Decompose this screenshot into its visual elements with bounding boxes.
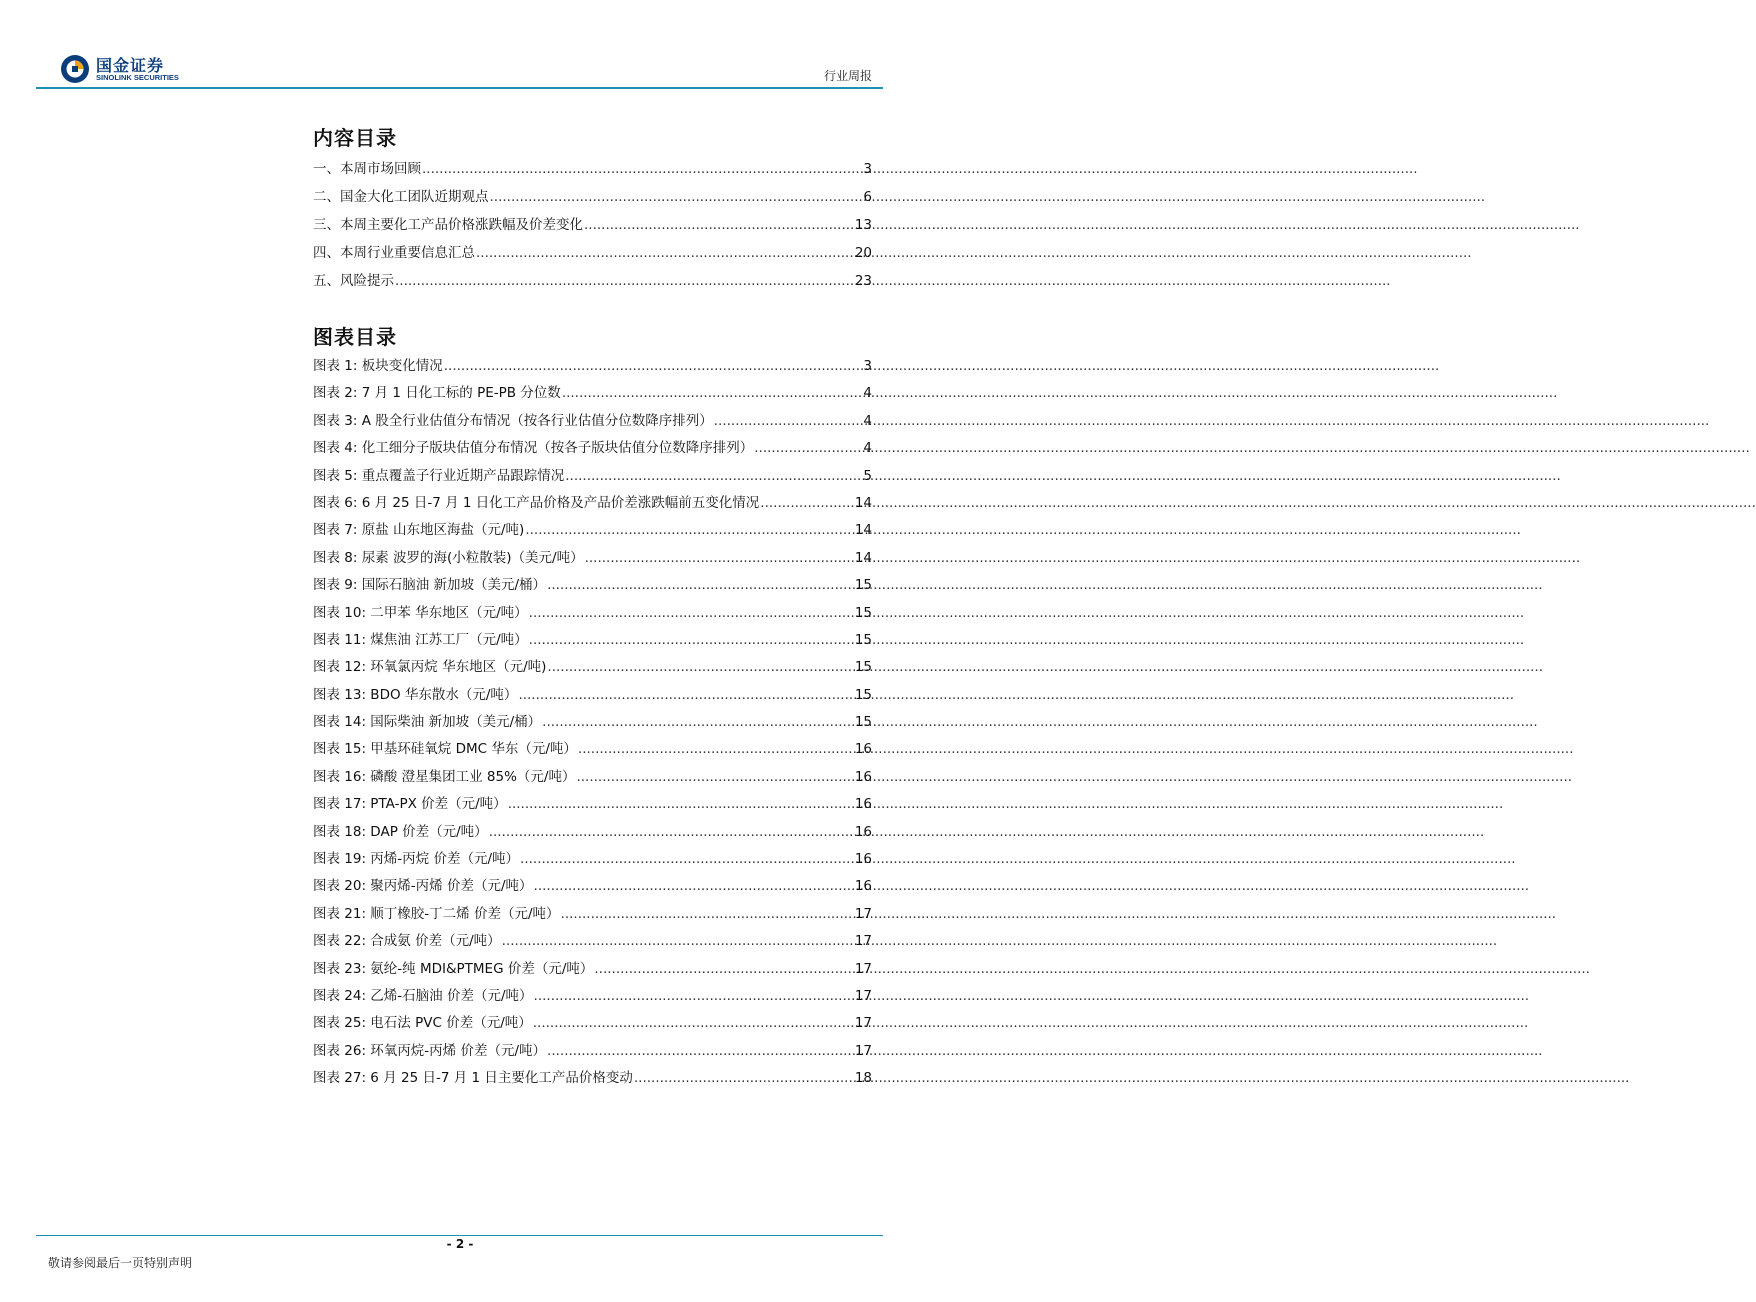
figure-entry[interactable] bbox=[313, 984, 872, 1011]
figure-entry-page: 15 bbox=[854, 686, 872, 703]
toc-entry-page: 23 bbox=[854, 273, 872, 289]
toc-entry-page: 6 bbox=[863, 189, 872, 205]
figures-heading: 图表目录 bbox=[313, 325, 397, 349]
dot-leader bbox=[560, 902, 854, 926]
dot-leader bbox=[501, 929, 854, 953]
dot-leader bbox=[753, 436, 862, 460]
figure-entry-page: 15 bbox=[854, 631, 872, 648]
figure-entry-page: 16 bbox=[854, 796, 872, 813]
figure-entry[interactable] bbox=[313, 1039, 872, 1066]
dot-leader bbox=[633, 1066, 854, 1090]
figure-entry-label: 图表 22: 合成氨 价差（元/吨） bbox=[313, 933, 501, 950]
page-header bbox=[0, 0, 920, 92]
figure-entry-page: 17 bbox=[854, 933, 872, 950]
contents-heading: 内容目录 bbox=[313, 126, 397, 150]
figure-entry-label: 图表 11: 煤焦油 江苏工厂（元/吨） bbox=[313, 631, 528, 648]
figure-entry-label: 图表 27: 6 月 25 日-7 月 1 日主要化工产品价格变动 bbox=[313, 1070, 633, 1087]
dot-leader bbox=[394, 269, 854, 293]
figure-entry-page: 16 bbox=[854, 741, 872, 758]
figure-entry-label: 图表 21: 顺丁橡胶-丁二烯 价差（元/吨） bbox=[313, 905, 560, 922]
dot-leader bbox=[524, 518, 853, 542]
figure-entry[interactable] bbox=[313, 491, 872, 518]
dot-leader bbox=[577, 737, 854, 761]
dot-leader bbox=[528, 628, 854, 652]
figure-entry[interactable] bbox=[313, 546, 872, 573]
dot-leader bbox=[546, 655, 853, 679]
company-logo bbox=[60, 52, 210, 88]
figure-entry-page: 14 bbox=[854, 549, 872, 566]
dot-leader bbox=[584, 546, 854, 570]
logo-text-en: SINOLINK SECURITIES bbox=[96, 73, 179, 82]
figure-entry[interactable] bbox=[313, 1011, 872, 1038]
figure-entry-label: 图表 20: 聚丙烯-丙烯 价差（元/吨） bbox=[313, 878, 533, 895]
figure-entry[interactable] bbox=[313, 792, 872, 819]
figure-entry[interactable] bbox=[313, 820, 872, 847]
figure-entry-label: 图表 14: 国际柴油 新加坡（美元/桶） bbox=[313, 714, 542, 731]
sinolink-logo-icon bbox=[60, 54, 90, 84]
figure-entry[interactable] bbox=[313, 655, 872, 682]
dot-leader bbox=[546, 1039, 854, 1063]
figure-entry[interactable] bbox=[313, 464, 872, 491]
figure-entry[interactable] bbox=[313, 929, 872, 956]
figure-entry[interactable] bbox=[313, 710, 872, 737]
dot-leader bbox=[533, 874, 854, 898]
figure-entry-page: 15 bbox=[854, 577, 872, 594]
figure-entry[interactable] bbox=[313, 957, 872, 984]
dot-leader bbox=[443, 354, 863, 378]
dot-leader bbox=[519, 847, 854, 871]
figure-entry-label: 图表 17: PTA-PX 价差（元/吨） bbox=[313, 796, 507, 813]
figure-entry-page: 4 bbox=[863, 440, 872, 457]
figure-entry[interactable] bbox=[313, 683, 872, 710]
figure-entry-label: 图表 1: 板块变化情况 bbox=[313, 358, 443, 374]
figure-entry-label: 图表 23: 氨纶-纯 MDI&PTMEG 价差（元/吨） bbox=[313, 960, 594, 977]
toc-entry-label: 一、本周市场回顾 bbox=[313, 161, 421, 177]
figure-entry-page: 17 bbox=[854, 987, 872, 1004]
figure-entry-page: 4 bbox=[863, 412, 872, 429]
figure-entry[interactable] bbox=[313, 354, 872, 381]
toc-entry-label: 二、国金大化工团队近期观点 bbox=[313, 189, 489, 205]
figure-entry[interactable] bbox=[313, 847, 872, 874]
figure-entry-page: 5 bbox=[863, 467, 872, 484]
dot-leader bbox=[528, 601, 854, 625]
header-divider bbox=[36, 87, 883, 89]
figure-entry-label: 图表 19: 丙烯-丙烷 价差（元/吨） bbox=[313, 851, 520, 868]
figure-entry-label: 图表 18: DAP 价差（元/吨） bbox=[313, 823, 488, 840]
dot-leader bbox=[713, 409, 863, 433]
figure-entry-page: 17 bbox=[854, 1042, 872, 1059]
figure-entry-page: 17 bbox=[854, 905, 872, 922]
toc-entry[interactable] bbox=[313, 213, 872, 241]
dot-leader bbox=[488, 820, 854, 844]
figure-entry-page: 3 bbox=[863, 358, 872, 374]
dot-leader bbox=[546, 573, 854, 597]
figure-entry[interactable] bbox=[313, 601, 872, 628]
dot-leader bbox=[533, 984, 854, 1008]
figure-entry-page: 15 bbox=[854, 604, 872, 621]
figure-entry-label: 图表 4: 化工细分子版块估值分布情况（按各子版块估值分位数降序排列） bbox=[313, 440, 754, 457]
figure-entry-label: 图表 25: 电石法 PVC 价差（元/吨） bbox=[313, 1015, 532, 1032]
figure-entry-label: 图表 3: A 股全行业估值分布情况（按各行业估值分位数降序排列） bbox=[313, 412, 713, 429]
dot-leader bbox=[575, 765, 853, 789]
figure-entry-page: 18 bbox=[854, 1070, 872, 1087]
figure-entry-page: 14 bbox=[854, 494, 872, 511]
figure-entry[interactable] bbox=[313, 1066, 872, 1093]
figure-entry-label: 图表 24: 乙烯-石脑油 价差（元/吨） bbox=[313, 987, 533, 1004]
figure-entry-label: 图表 6: 6 月 25 日-7 月 1 日化工产品价格及产品价差涨跌幅前五变化情况 bbox=[313, 494, 760, 511]
figure-entry-label: 图表 10: 二甲苯 华东地区（元/吨） bbox=[313, 604, 528, 621]
figure-entry[interactable] bbox=[313, 436, 872, 463]
toc-entry-label: 四、本周行业重要信息汇总 bbox=[313, 245, 475, 261]
footer-disclaimer: 敬请参阅最后一页特别声明 bbox=[48, 1256, 193, 1270]
figure-entry[interactable] bbox=[313, 628, 872, 655]
figure-entry-label: 图表 16: 磷酸 澄星集团工业 85%（元/吨） bbox=[313, 768, 576, 785]
dot-leader bbox=[421, 157, 862, 181]
figure-entry[interactable] bbox=[313, 874, 872, 901]
dot-leader bbox=[489, 185, 863, 209]
toc-entry[interactable] bbox=[313, 241, 872, 269]
figure-entry-page: 15 bbox=[854, 714, 872, 731]
figure-entry-page: 14 bbox=[854, 522, 872, 539]
figure-entry-page: 17 bbox=[854, 1015, 872, 1032]
figures-list bbox=[313, 354, 872, 1094]
toc-entry-label: 五、风险提示 bbox=[313, 273, 394, 289]
figure-entry-label: 图表 2: 7 月 1 日化工标的 PE-PB 分位数 bbox=[313, 385, 561, 402]
dot-leader bbox=[532, 1011, 854, 1035]
dot-leader bbox=[517, 683, 853, 707]
figure-entry-page: 16 bbox=[854, 851, 872, 868]
dot-leader bbox=[564, 464, 862, 488]
dot-leader bbox=[593, 957, 853, 981]
toc-entry-label: 三、本周主要化工产品价格涨跌幅及价差变化 bbox=[313, 217, 583, 233]
figure-entry-label: 图表 26: 环氧丙烷-丙烯 价差（元/吨） bbox=[313, 1042, 547, 1059]
figure-entry-page: 17 bbox=[854, 960, 872, 977]
toc-entry-page: 13 bbox=[854, 217, 872, 233]
page-number: - 2 - bbox=[446, 1237, 474, 1251]
figure-entry[interactable] bbox=[313, 573, 872, 600]
figure-entry-page: 16 bbox=[854, 878, 872, 895]
footer-divider bbox=[36, 1235, 883, 1236]
toc-entry[interactable] bbox=[313, 157, 872, 185]
dot-leader bbox=[541, 710, 854, 734]
contents-list bbox=[313, 157, 872, 297]
dot-leader bbox=[507, 792, 854, 816]
figure-entry[interactable] bbox=[313, 381, 872, 408]
toc-entry[interactable] bbox=[313, 269, 872, 297]
toc-entry[interactable] bbox=[313, 185, 872, 213]
figure-entry-page: 16 bbox=[854, 768, 872, 785]
figure-entry-page: 15 bbox=[854, 659, 872, 676]
toc-entry-page: 20 bbox=[854, 245, 872, 261]
figure-entry[interactable] bbox=[313, 902, 872, 929]
report-type-label: 行业周报 bbox=[823, 69, 872, 83]
dot-leader bbox=[561, 381, 863, 405]
dot-leader bbox=[475, 241, 854, 265]
figure-entry-label: 图表 7: 原盐 山东地区海盐（元/吨) bbox=[313, 522, 525, 539]
figure-entry[interactable] bbox=[313, 737, 872, 764]
dot-leader bbox=[759, 491, 854, 515]
figure-entry-page: 4 bbox=[863, 385, 872, 402]
figure-entry-label: 图表 12: 环氧氯丙烷 华东地区（元/吨) bbox=[313, 659, 547, 676]
figure-entry[interactable] bbox=[313, 765, 872, 792]
figure-entry-label: 图表 8: 尿素 波罗的海(小粒散装)（美元/吨） bbox=[313, 549, 584, 566]
figure-entry-label: 图表 13: BDO 华东散水（元/吨） bbox=[313, 686, 518, 703]
toc-entry-page: 3 bbox=[863, 161, 872, 177]
dot-leader bbox=[583, 213, 854, 237]
figure-entry-page: 16 bbox=[854, 823, 872, 840]
figure-entry-label: 图表 5: 重点覆盖子行业近期产品跟踪情况 bbox=[313, 467, 565, 484]
figure-entry-label: 图表 9: 国际石脑油 新加坡（美元/桶） bbox=[313, 577, 547, 594]
figure-entry[interactable] bbox=[313, 518, 872, 545]
figure-entry[interactable] bbox=[313, 409, 872, 436]
figure-entry-label: 图表 15: 甲基环硅氧烷 DMC 华东（元/吨） bbox=[313, 741, 577, 758]
logo-text-cn: 国金证券 bbox=[96, 56, 165, 75]
